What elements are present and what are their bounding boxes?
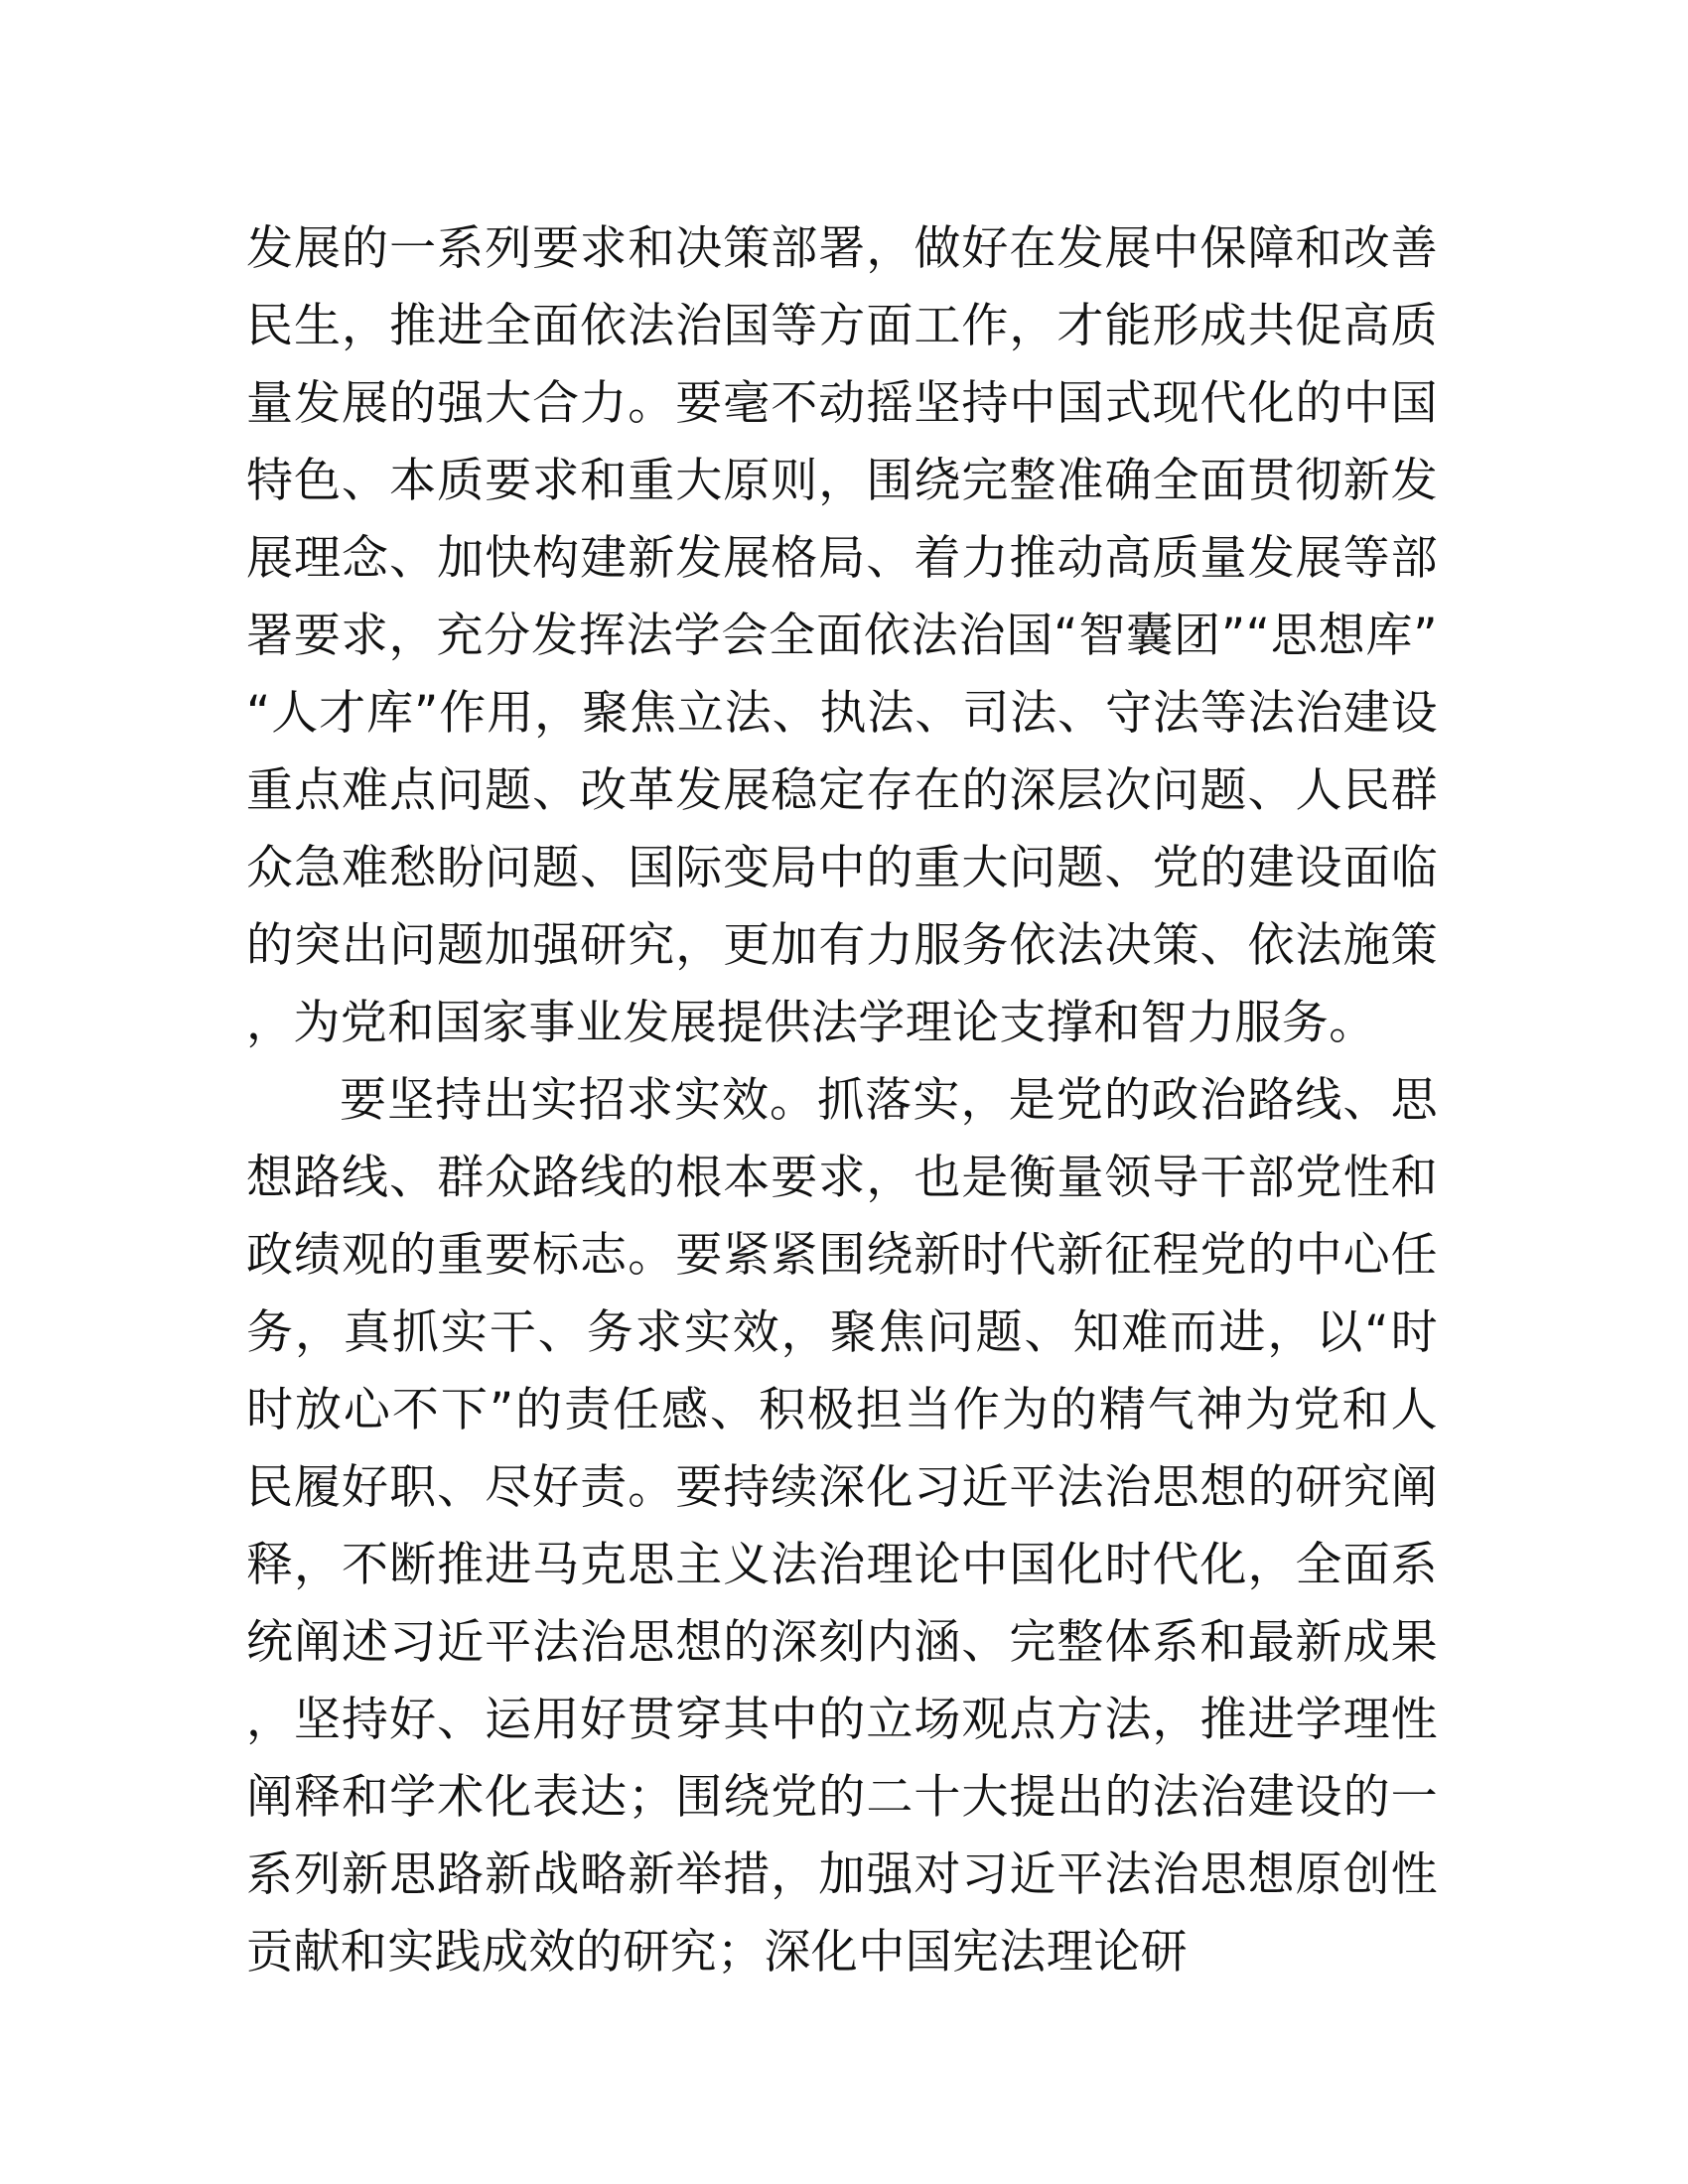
body-text [246,210,1438,1991]
paragraph-continued: 发展的一系列要求和决策部署，做好在发展中保障和改善民生，推进全面依法治国等方面工作，才能形成共促高质量发展的强大合力。要毫不动摇坚持中国式现代化的中国特色、本质要求和重大原则，围绕完整准确全面贯彻新发展理念、加快构建新发展格局、着力推动高质量发展等部署要求，充分发挥法学会全面依法治国“智囊团”“思想库”“人才库”作用，聚焦立法、执法、司法、守法等法治建设重点难点问题、改革发展稳定存在的深层次问题、人民群众急难愁盼问题、国际变局中的重大问题、党的建设面临的突出问题加强研究，更加有力服务依法决策、依法施策，为党和国家事业发展提供法学理论支撑和智力服务。 [246,221,1438,1050]
paragraph-implementation: 要坚持出实招求实效。抓落实，是党的政治路线、思想路线、群众路线的根本要求，也是衡量领导干部党性和政绩观的重要标志。要紧紧围绕新时代新征程党的中心任务，真抓实干、务求实效，聚焦问题、知难而进，以“时时放心不下”的责任感、积极担当作为的精气神为党和人民履好职、尽好责。要持续深化习近平法治思想的研究阐释，不断推进马克思主义法治理论中国化时代化，全面系统阐述习近平法治思想的深刻内涵、完整体系和最新成果，坚持好、运用好贯穿其中的立场观点方法，推进学理性阐释和学术化表达；围绕党的二十大提出的法治建设的一系列新思路新战略新举措，加强对习近平法治思想原创性贡献和实践成效的研究；深化中国宪法理论研 [246,1073,1438,1979]
